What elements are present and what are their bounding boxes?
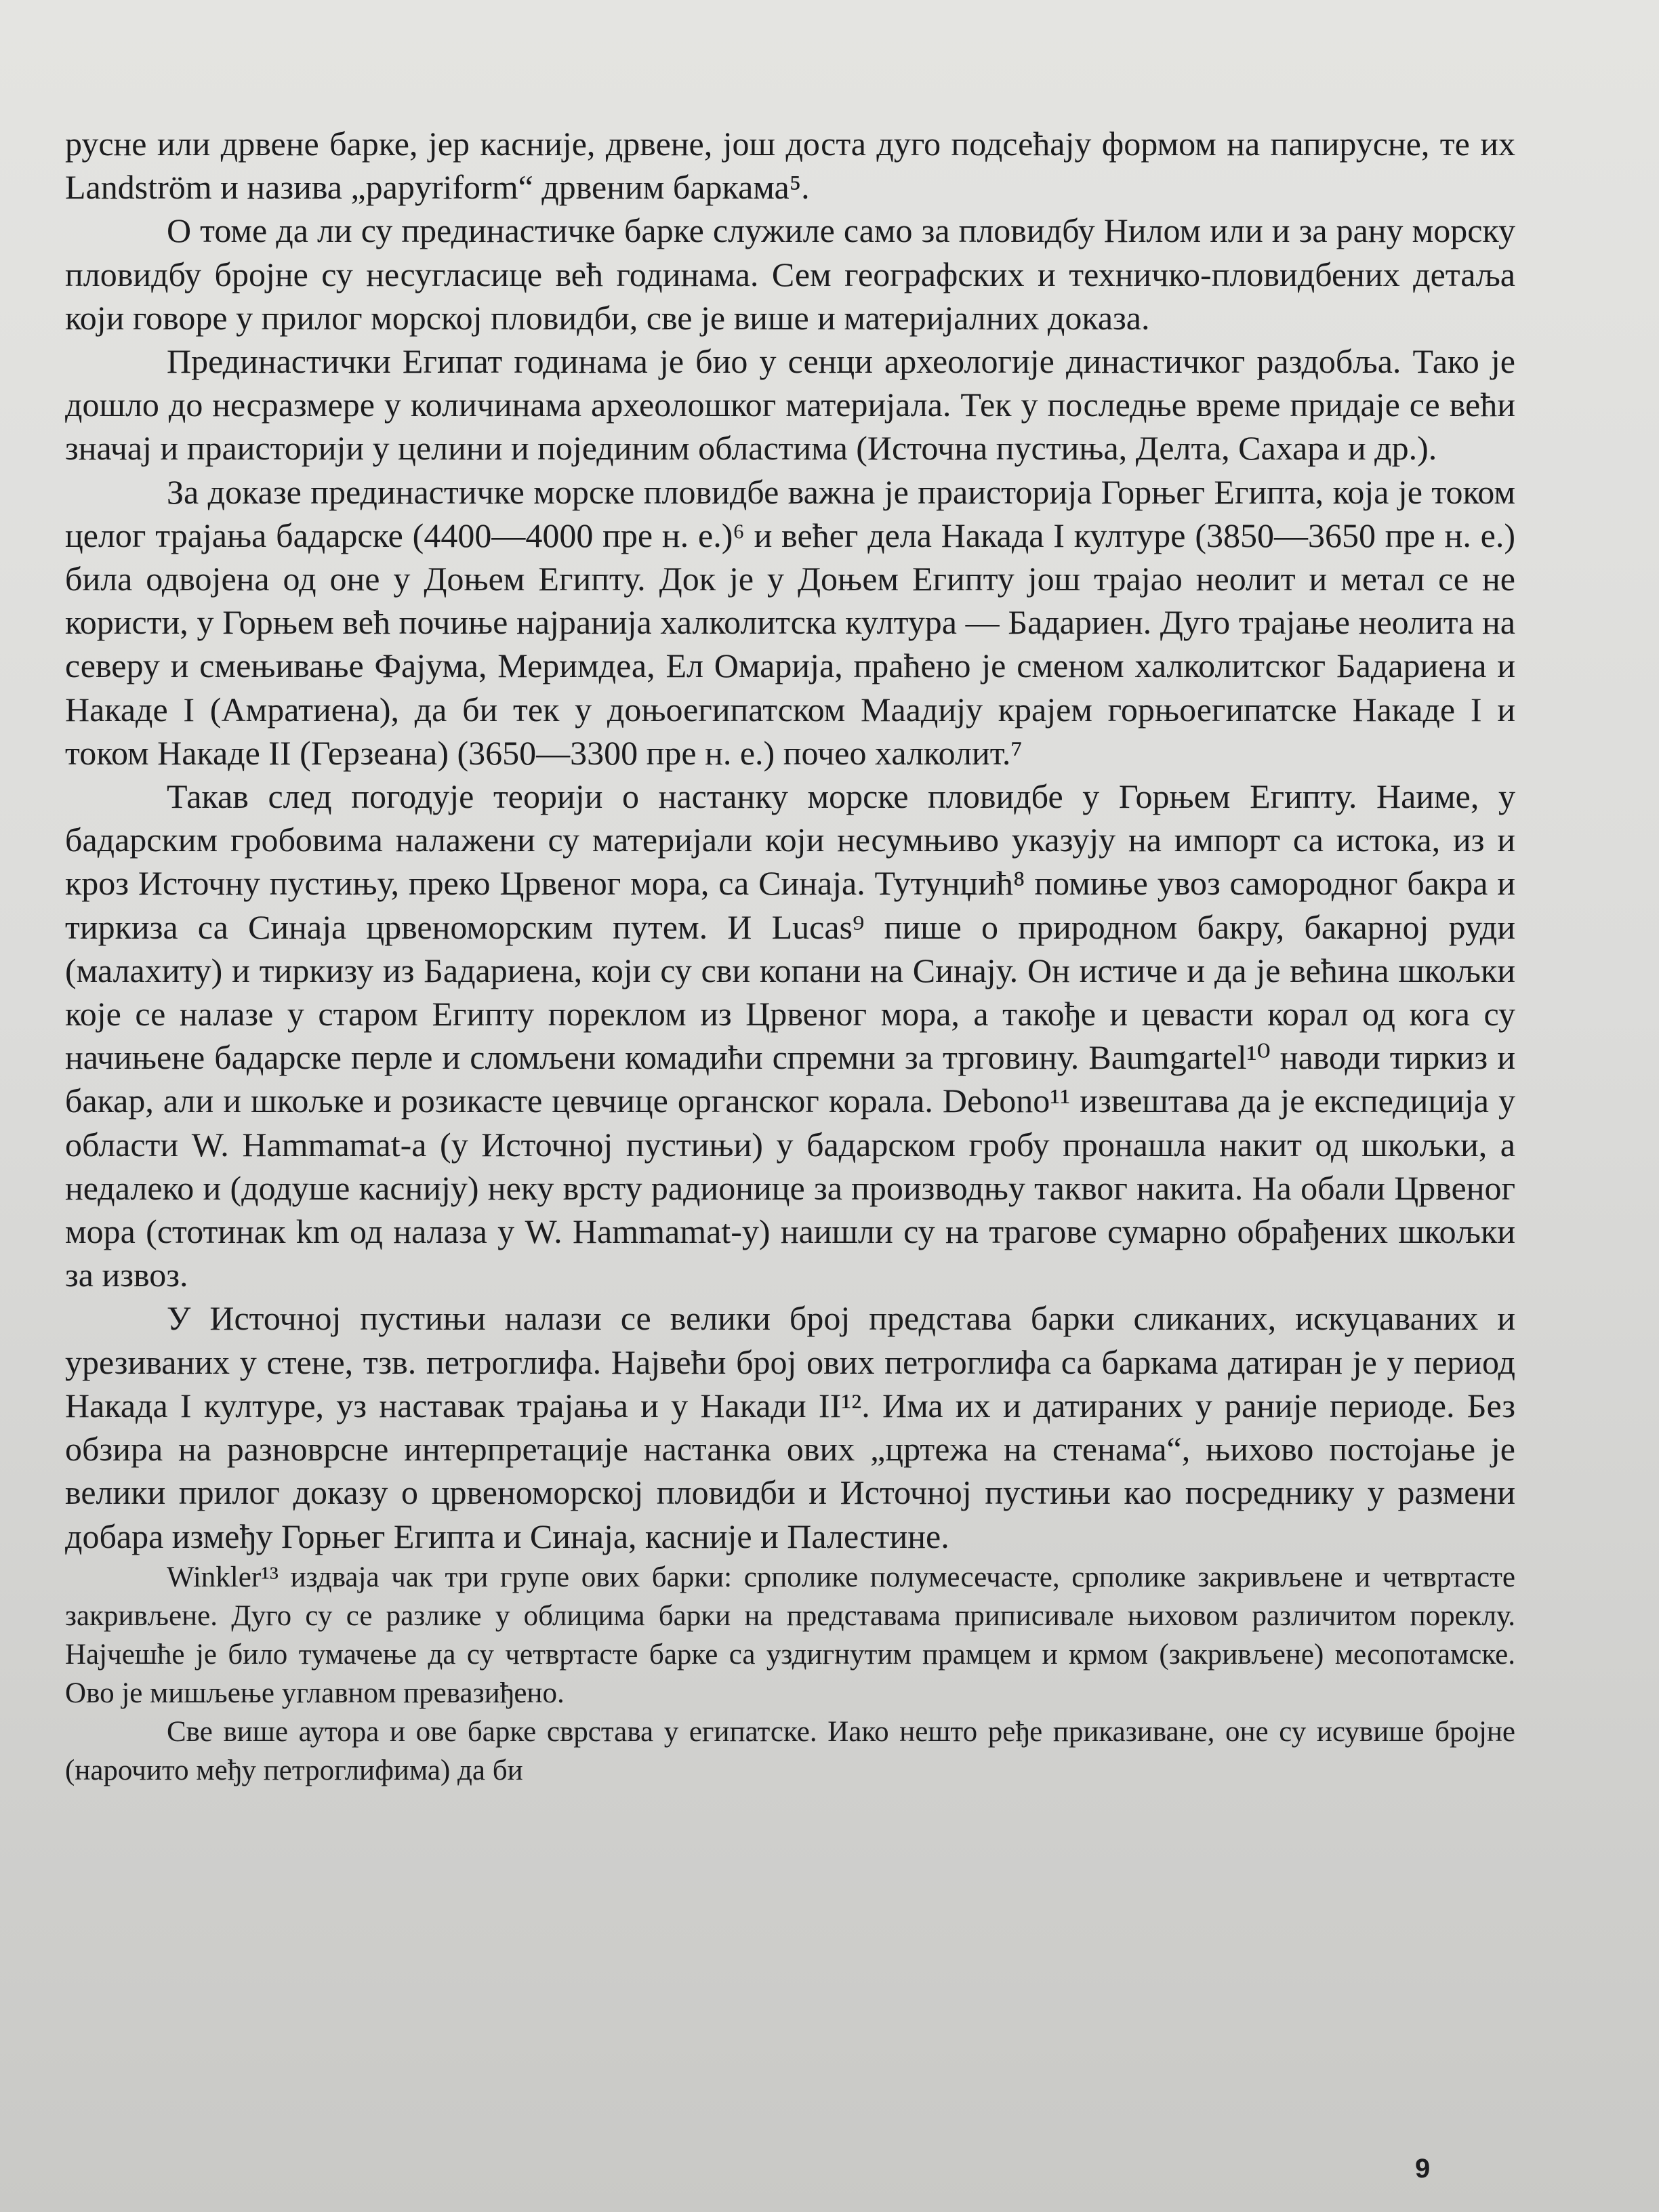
paragraph: У Источној пустињи налази се велики број представа барки сликаних, искуцаваних и урезиваних у стене, тзв. петроглифа. Највећи број ових петроглифа са баркама датиран је у период Накада I културе, уз наставак трајања и у Накади II¹². Има их и датираних у раније периоде. Без обзира на разноврсне интерпретације настанка ових „цртежа на стенама“, њихово постојање је велики прилог доказу о црвеноморској пловидби и Источној пустињи као посреднику у размени добара између Горњег Египта и Синаја, касније и Палестине. bbox=[65, 1299, 1515, 1555]
paragraph: За доказе прединастичке морске пловидбе важна је праисторија Горњег Египта, која је током целог трајања бадарске (4400—4000 пре н. е.)⁶ и већег дела Накада I културе (3850—3650 пре н. е.) била одвојена од оне у Доњем Египту. Док је у Доњем Египту још трајао неолит и метал се не користи, у Горњем већ почиње најранија халколитска култура — Бадариен. Дуго трајање неолита на северу и смењивање Фајума, Меримдеа, Ел Омарија, праћено је сменом халколитског Бадариена и Накаде I (Амратиена), да би тек у доњоегипатском Маадију крајем горњоегипатске Накаде I и током Накаде II (Герзеана) (3650—3300 пре н. е.) почео халколит.⁷ bbox=[65, 472, 1515, 772]
paragraph: О томе да ли су прединастичке барке служиле само за пловидбу Нилом или и за рану морску пловидбу бројне су несугласице већ годинама. Сем географских и техничко-пловидбених детаља који говоре у прилог морској пловидби, све је више и материјалних доказа. bbox=[65, 211, 1515, 337]
paragraph-small-print: Winkler¹³ издваја чак три групе ових барки: српoлике полумесечасте, српoлике закривљене и четвртасте закривљене. Дуго су се разлике у облицима барки на представама приписивале њиховом различитом пореклу. Најчешће је било тумачење да су четвртасте барке са уздигнутим прамцем и крмом (закривљене) месопотамске. Ово је мишљење углавном превазиђено. bbox=[65, 1561, 1515, 1709]
paragraph: Прединастички Египат годинама је био у сенци археологије династичког раздобља. Тако је дошло до несразмере у количинама археолошког материјала. Тек у последње време придаје се већи значај и праисторији у целини и појединим областима (Источна пустиња, Делта, Сахара и др.). bbox=[65, 342, 1515, 468]
paragraph-continuation: русне или дрвене барке, јер касније, дрвене, још доста дуго подсећају формом на папирусне, те их Landström и назива „papyriform“ дрвеним баркама⁵. bbox=[65, 125, 1515, 207]
page-number: 9 bbox=[1415, 2154, 1431, 2184]
paragraph: Такав след погодује теорији о настанку морске пловидбе у Горњем Египту. Наиме, у бадарским гробовима налажени су материјали који несумњиво указују на импорт са истока, из и кроз Источну пустињу, преко Црвеног мора, са Синаја. Тутунџић⁸ помиње увоз самородног бакра и тиркиза са Синаја црвеноморским путем. И Lucas⁹ пише о природном бакру, бакарној руди (малахиту) и тиркизу из Бадариена, који су сви копани на Синају. Он истиче и да је већина шкољки које се налазе у старом Египту пореклом из Црвеног мора, а такође и цевасти корал од кога су начињене бадарске перле и сломљени комадићи спремни за трговину. Baumgartel¹⁰ наводи тиркиз и бакар, али и шкољке и розикасте цевчице органског корала. Debono¹¹ извештава да је експедиција у области W. Hammamat-а (у Источној пустињи) у бадарском гробу пронашла накит од шкољки, а недалеко и (додуше каснију) неку врсту радионице за производњу таквог накита. На обали Црвеног мора (стотинак km од налаза у W. Hammamat-у) наишли су на трагове сумарно обрађених шкољки за извоз. bbox=[65, 777, 1515, 1294]
page-body-text bbox=[65, 122, 1515, 1790]
paragraph-small-print: Све више аутора и ове барке сврстава у египатске. Иако нешто ређе приказиване, оне су исувише бројне (нарочито међу петроглифима) да би bbox=[65, 1715, 1515, 1786]
